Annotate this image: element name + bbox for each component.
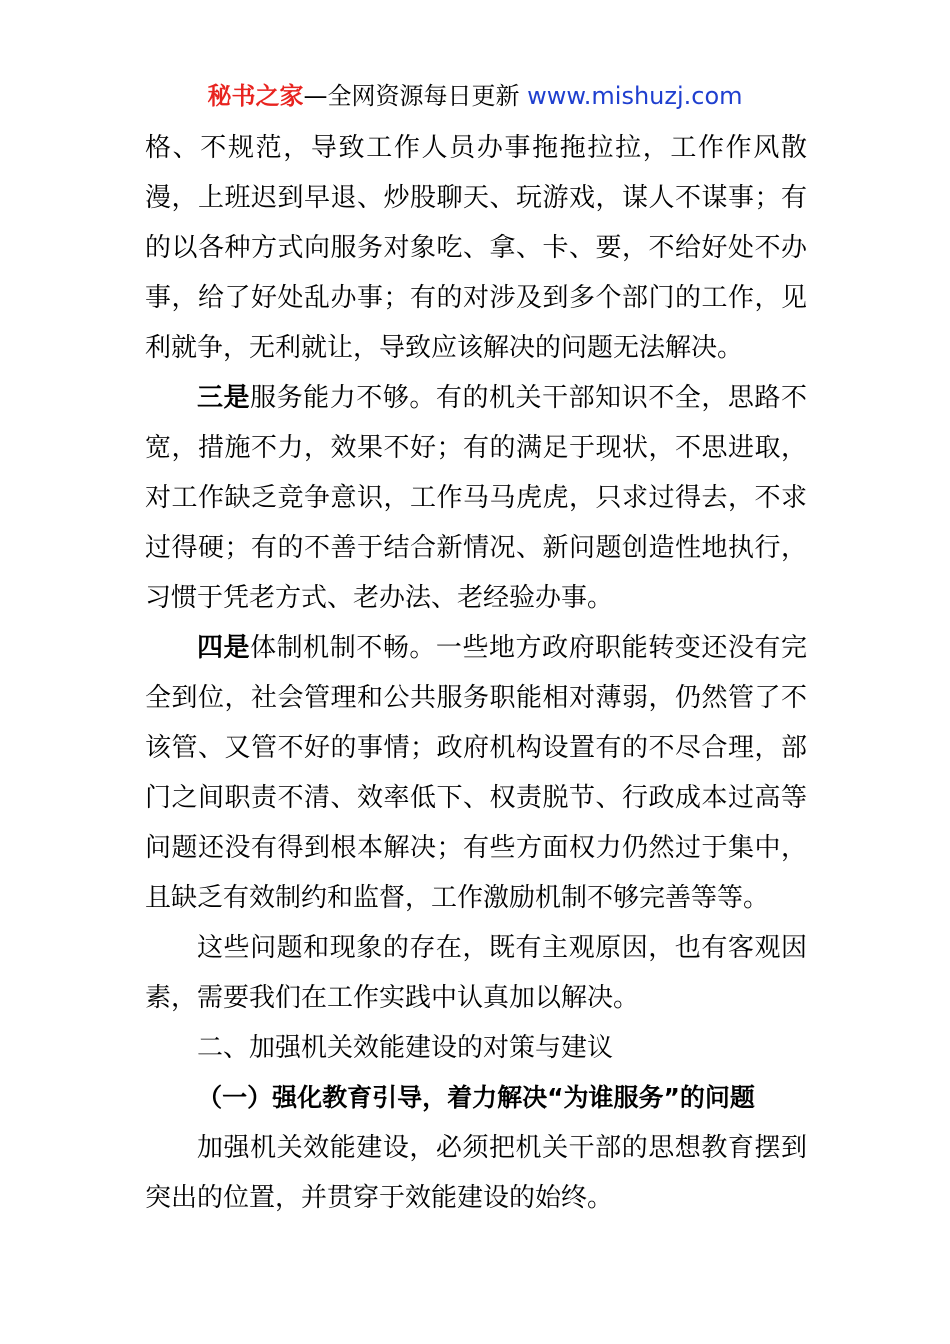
paragraph-subsection-intro: 加强机关效能建设，必须把机关干部的思想教育摆到突出的位置，并贯穿于效能建设的始终。 [145, 1133, 807, 1213]
paragraph-summary: 这些问题和现象的存在，既有主观原因，也有客观因素，需要我们在工作实践中认真加以解决。 [145, 933, 807, 1013]
paragraph-text-three: 服务能力不够。有的机关干部知识不全，思路不宽，措施不力，效果不好；有的满足于现状，不思进取，对工作缺乏竞争意识，工作马马虎虎，只求过得去，不求过得硬；有的不善于结合新情况、新问题创造性地执行，习惯于凭老方式、老办法、老经验办事。 [145, 383, 807, 613]
page-header [0, 80, 950, 112]
header-url[interactable]: www.mishuzj.com [527, 82, 743, 110]
paragraph-point-three [145, 373, 807, 623]
header-tagline: —全网资源每日更新 [303, 82, 520, 110]
section-heading: 二、加强机关效能建设的对策与建议 [197, 1033, 614, 1063]
paragraph-lead-four: 四是 [197, 633, 251, 663]
document-body [145, 123, 807, 1223]
header-brand: 秘书之家 [207, 82, 304, 110]
paragraph-lead-three: 三是 [197, 383, 251, 413]
paragraph-text-four: 体制机制不畅。一些地方政府职能转变还没有完全到位，社会管理和公共服务职能相对薄弱，仍然管了不该管、又管不好的事情；政府机构设置有的不尽合理，部门之间职责不清、效率低下、权责脱节、行政成本过高等问题还没有得到根本解决；有些方面权力仍然过于集中，且缺乏有效制约和监督，工作激励机制不够完善等等。 [145, 633, 807, 913]
paragraph-continued: 格、不规范，导致工作人员办事拖拖拉拉，工作作风散漫，上班迟到早退、炒股聊天、玩游戏，谋人不谋事；有的以各种方式向服务对象吃、拿、卡、要，不给好处不办事，给了好处乱办事；有的对涉及到多个部门的工作，见利就争，无利就让，导致应该解决的问题无法解决。 [145, 133, 807, 363]
subsection-heading: （一）强化教育引导，着力解决“为谁服务”的问题 [197, 1083, 755, 1112]
paragraph-point-four [145, 623, 807, 923]
